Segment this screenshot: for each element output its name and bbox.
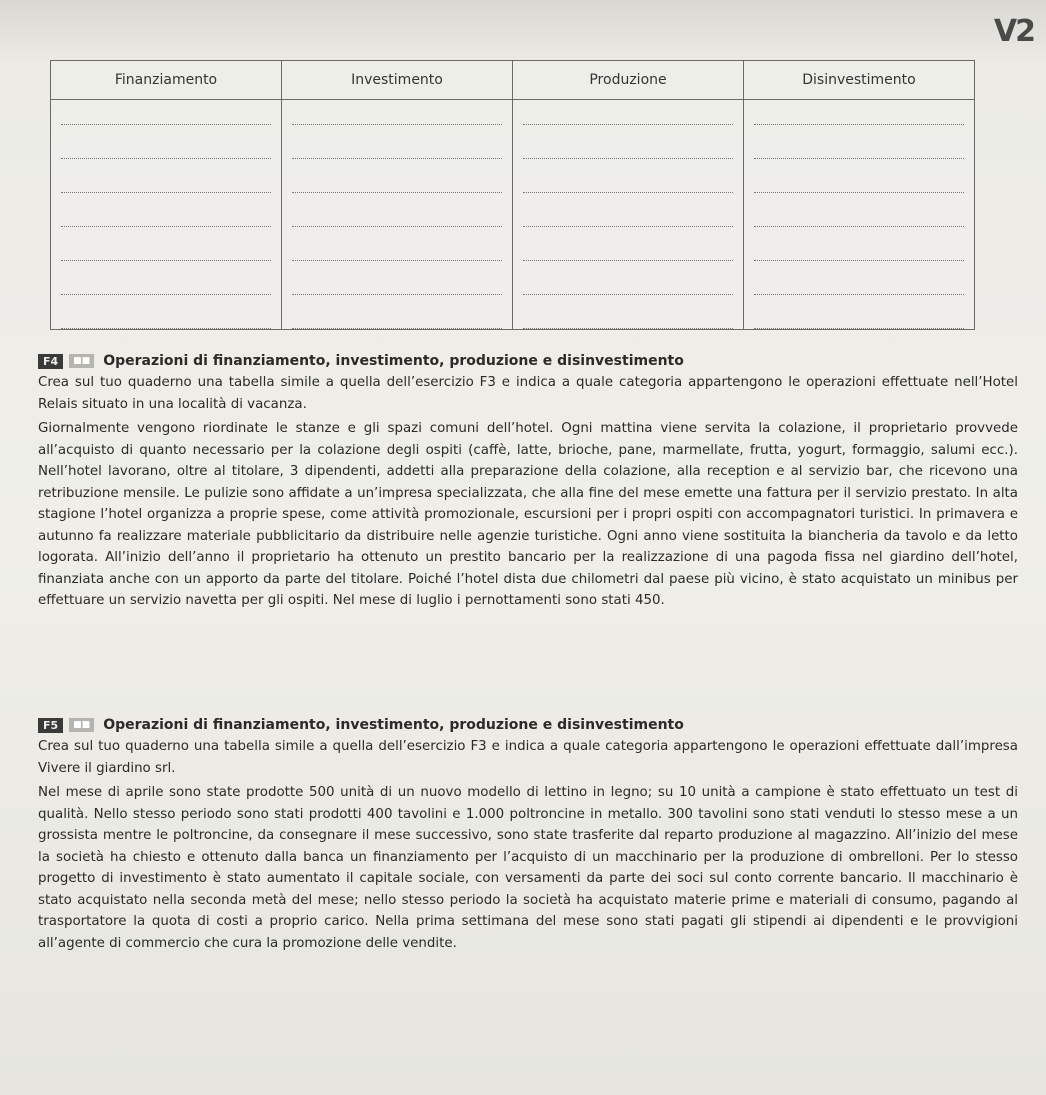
- column-investimento: [282, 100, 513, 330]
- exercise-body: Giornalmente vengono riordinate le stanze e gli spazi comuni dell’hotel. Ogni mattina viene servita la colazione, il proprietario provvede all’acquisto di quanto necessario per la colazione degli ospiti (caffè, latte, brioche, pane, marmellate, frutta, yogurt, formaggio, salumi ecc.). Nell’hotel lavorano, oltre al titolare, 3 dipendenti, addetti alla preparazione della colazione, alla reception e al servizio bar, che ricevono una retribuzione mensile. Le pulizie sono affidate a un’impresa specializzata, che alla fine del mese emette una fattura per il servizio prestato. In alta stagione l’hotel organizza a proprie spese, come attività promozionale, escursioni per i propri ospiti con accompagnatori turistici. In primavera e autunno fa realizzare materiale pubblicitario da distribuire nelle agenzie turistiche. Ogni anno viene sostituita la biancheria da tavolo e da letto logorata. All’inizio dell’anno il proprietario ha ottenuto un prestito bancario per la realizzazione di una pagoda fissa nel giardino dell’hotel, finanziata anche con un apporto da parte del titolare. Poiché l’hotel dista due chilometri dal paese più vicino, è stato acquistato un minibus per effettuare un servizio navetta per gli ospiti. Nel mese di luglio i pernottamenti sono stati 450.: [38, 421, 1018, 608]
- exercise-f4-heading: [38, 350, 1018, 372]
- exercise-code: F4: [38, 354, 63, 369]
- exercise-intro: Crea sul tuo quaderno una tabella simile a quella dell’esercizio F3 e indica a quale categoria appartengono le operazioni effettuate nell’Hotel Relais situato in una località di vacanza.: [38, 375, 1018, 412]
- exercise-body: Nel mese di aprile sono state prodotte 500 unità di un nuovo modello di lettino in legno; su 10 unità a campione è stato effettuato un test di qualità. Nello stesso periodo sono stati prodotti 400 tavolini e 1.000 poltroncine in metallo. 300 tavolini sono stati venduti lo stesso mese a un grossista mentre le poltroncine, da consegnare il mese successivo, sono state trasferite dal reparto produzione al magazzino. All’inizio del mese la società ha chiesto e ottenuto dalla banca un finanziamento per l’acquisto di un macchinario per la produzione di ombrelloni. Per lo stesso progetto di investimento è stato aumentato il capitale sociale, con versamenti da parte dei soci sul conto corrente bancario. Il macchinario è stato acquistato nella seconda metà del mese; nello stesso periodo la società ha acquistato materie prime e materiali di consumo, pagando al trasportatore la quota di costi a proprio carico. Nella prima settimana del mese sono stati pagati gli stipendi ai dipendenti e le provvigioni all’agente di commercio che cura la promozione delle vendite.: [38, 785, 1018, 951]
- column-produzione: [513, 100, 744, 330]
- header-finanziamento: Finanziamento: [51, 61, 282, 100]
- header-disinvestimento: Disinvestimento: [744, 61, 975, 100]
- column-disinvestimento: [744, 100, 975, 330]
- header-investimento: Investimento: [282, 61, 513, 100]
- corner-label: V2: [993, 14, 1034, 49]
- exercise-f5-heading: [38, 714, 1018, 736]
- difficulty-icon: ■■: [69, 718, 94, 732]
- exercise-intro: Crea sul tuo quaderno una tabella simile a quella dell’esercizio F3 e indica a quale categoria appartengono le operazioni effettuate dall’impresa Vivere il giardino srl.: [38, 739, 1018, 776]
- difficulty-icon: ■■: [69, 354, 94, 368]
- column-finanziamento: [51, 100, 282, 330]
- exercise-code: F5: [38, 718, 63, 733]
- header-produzione: Produzione: [513, 61, 744, 100]
- exercise-f4: [38, 350, 1018, 612]
- exercise-title: Operazioni di finanziamento, investimento, produzione e disinvestimento: [103, 717, 684, 733]
- classification-table: [50, 60, 975, 330]
- exercise-title: Operazioni di finanziamento, investimento, produzione e disinvestimento: [103, 353, 684, 369]
- exercise-f5: [38, 714, 1018, 954]
